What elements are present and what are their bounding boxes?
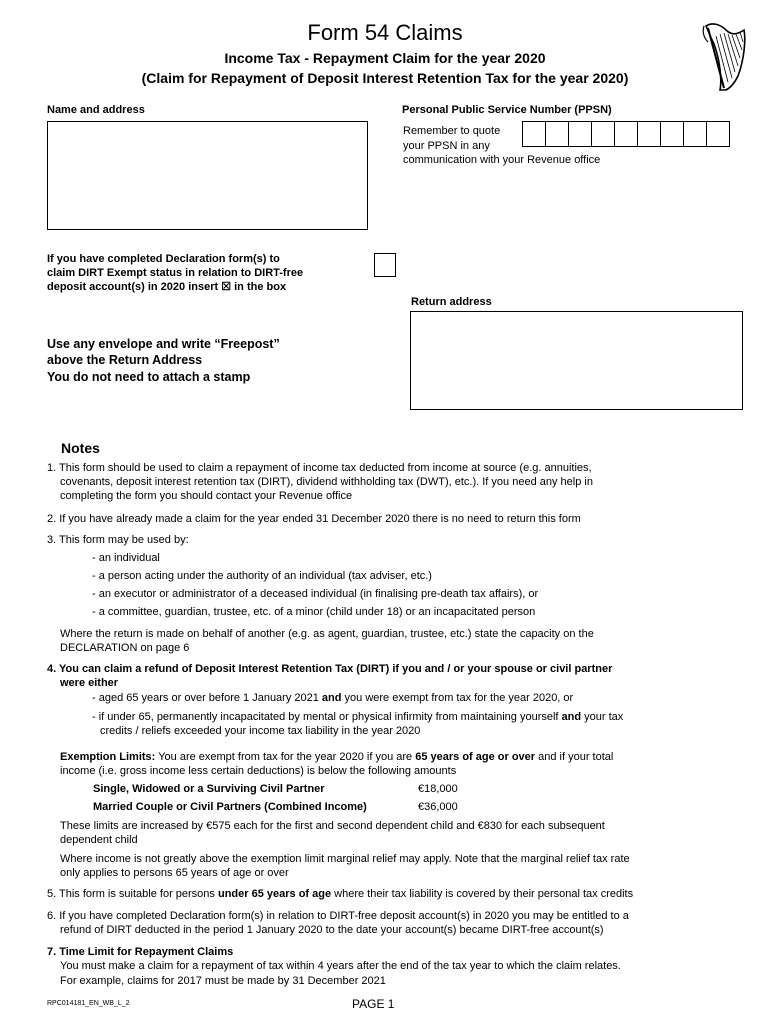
exemption-limits-line-2: income (i.e. gross income less certain deductions) is below the following amounts [60,765,457,777]
note-3-item-authority: - a person acting under the authority of an individual (tax adviser, etc.) [92,570,432,582]
exemption-limits-line-1: Exemption Limits: You are exempt from tax for the year 2020 if you are 65 years of age or over and if your total [60,751,614,763]
name-address-field[interactable] [47,121,368,230]
note-3-where-2: DECLARATION on page 6 [60,642,190,654]
marginal-relief-line-1: Where income is not greatly above the exemption limit marginal relief may apply. Note that the marginal relief tax rate [60,853,630,865]
page-number: PAGE 1 [352,997,395,1011]
form-subtitle: Income Tax - Repayment Claim for the year 2020 [224,50,546,66]
ppsn-cell[interactable] [545,121,569,147]
freepost-line-2: above the Return Address [47,353,203,367]
notes-heading: Notes [61,440,100,456]
dirt-exempt-checkbox[interactable] [374,253,396,277]
note-3-item-individual: - an individual [92,552,160,564]
increase-limits-line-2: dependent child [60,834,138,846]
freepost-line-1: Use any envelope and write “Freepost” [47,337,280,351]
harp-logo-icon [698,20,750,92]
form-code: RPC014181_EN_WB_L_2 [47,1000,130,1007]
return-address-box [410,311,743,410]
ppsn-note-2: your PPSN in any [403,140,490,152]
ppsn-cell[interactable] [522,121,546,147]
freepost-line-3: You do not need to attach a stamp [47,370,251,384]
single-limit-label: Single, Widowed or a Surviving Civil Partner [93,783,325,795]
note-6-line-1: 6. If you have completed Declaration form(s) in relation to DIRT-free deposit account(s) in 2020 you may be entitled to a [47,910,629,922]
note-4-line-1: 4. You can claim a refund of Deposit Interest Retention Tax (DIRT) if you and / or your spouse or civil partner [47,663,613,675]
ppsn-note-3: communication with your Revenue office [403,154,601,166]
note-6-line-2: refund of DIRT deducted in the period 1 January 2020 to the date your account(s) became DIRT-free account(s) [60,924,604,936]
dirt-exempt-text-3: deposit account(s) in 2020 insert ☒ in the box [47,281,287,293]
name-address-label: Name and address [47,104,145,116]
note-1-line-2: covenants, deposit interest retention tax (DIRT), dividend withholding tax (DWT), etc.). If you need any help in [60,476,593,488]
note-7-line-2: For example, claims for 2017 must be made by 31 December 2021 [60,975,386,987]
ppsn-cell[interactable] [706,121,730,147]
return-address-label: Return address [411,296,492,308]
note-3-item-committee: - a committee, guardian, trustee, etc. of a minor (child under 18) or an incapacitated person [92,606,536,618]
dirt-exempt-text-1: If you have completed Declaration form(s) to [47,253,280,265]
dirt-exempt-text-2: claim DIRT Exempt status in relation to DIRT-free [47,267,304,279]
note-3-where-1: Where the return is made on behalf of another (e.g. as agent, guardian, trustee, etc.) state the capacity on the [60,628,594,640]
note-2: 2. If you have already made a claim for the year ended 31 December 2020 there is no need to return this form [47,513,581,525]
note-7-line-1: You must make a claim for a repayment of tax within 4 years after the end of the tax year to which the claim relates. [60,960,621,972]
married-limit-amount: €36,000 [418,801,458,813]
note-5: 5. This form is suitable for persons under 65 years of age where their tax liability is covered by their personal tax credits [47,888,634,900]
note-3-item-executor: - an executor or administrator of a deceased individual (in finalising pre-death tax affairs), or [92,588,539,600]
note-1-line-3: completing the form you should contact your Revenue office [60,490,353,502]
ppsn-cell[interactable] [637,121,661,147]
ppsn-note-1: Remember to quote [403,125,501,137]
note-4-under-65: - if under 65, permanently incapacitated by mental or physical infirmity from maintaining yourself and your tax [92,711,624,723]
ppsn-cell[interactable] [614,121,638,147]
ppsn-input[interactable] [523,121,730,147]
form-title: Form 54 Claims [307,20,463,45]
increase-limits-line-1: These limits are increased by €575 each for the first and second dependent child and €830 for each subsequent [60,820,605,832]
note-1-line-1: 1. This form should be used to claim a repayment of income tax deducted from income at source (e.g. annuities, [47,462,592,474]
ppsn-cell[interactable] [683,121,707,147]
form-subtitle-claim: (Claim for Repayment of Deposit Interest Retention Tax for the year 2020) [141,70,629,86]
note-7-heading: 7. Time Limit for Repayment Claims [47,946,234,958]
ppsn-label: Personal Public Service Number (PPSN) [402,104,612,116]
ppsn-cell[interactable] [660,121,684,147]
married-limit-label: Married Couple or Civil Partners (Combined Income) [93,801,367,813]
ppsn-cell[interactable] [568,121,592,147]
marginal-relief-line-2: only applies to persons 65 years of age or over [60,867,289,879]
single-limit-amount: €18,000 [418,783,458,795]
note-4-aged: - aged 65 years or over before 1 January 2021 and you were exempt from tax for the year 2020, or [92,692,574,704]
ppsn-cell[interactable] [591,121,615,147]
note-4-under-65-cont: credits / reliefs exceeded your income tax liability in the year 2020 [100,725,421,737]
note-3: 3. This form may be used by: [47,534,189,546]
note-4-line-2: were either [60,677,119,689]
